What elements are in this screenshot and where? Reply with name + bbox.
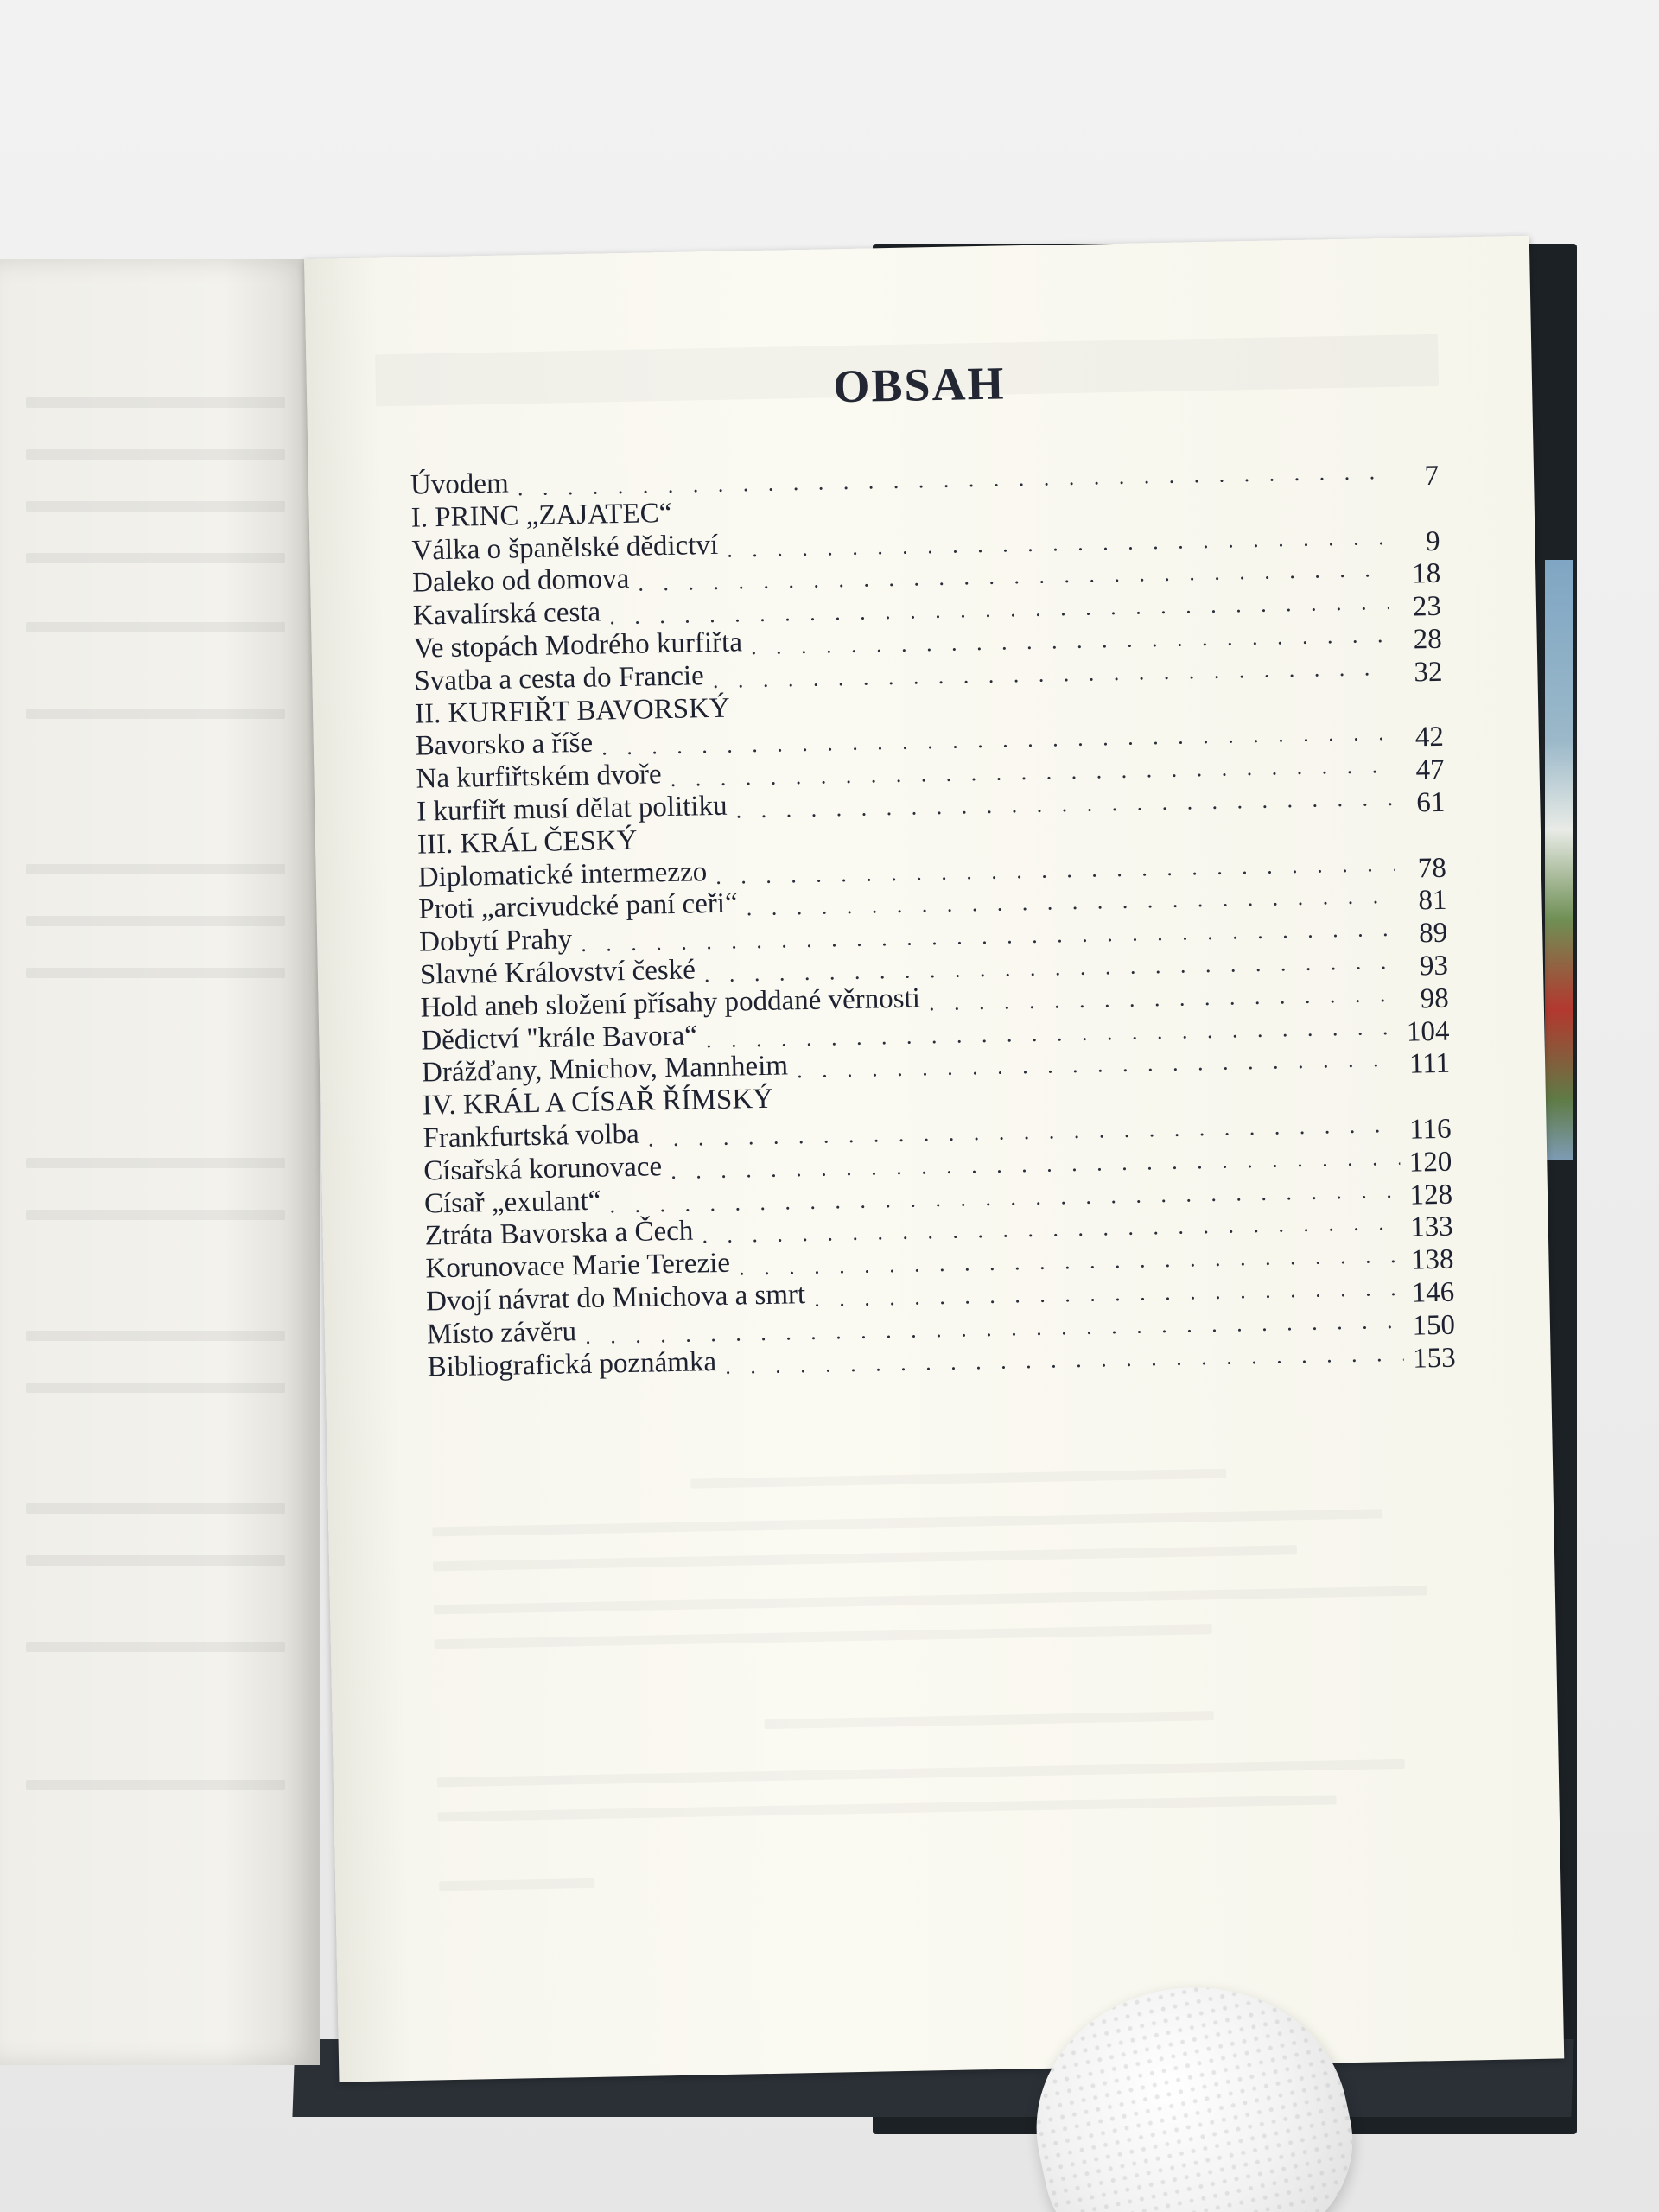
toc-entry-label: Daleko od domova [411,563,630,600]
toc-entry-label: Dvojí návrat do Mnichova a smrt [425,1279,806,1318]
toc-page-number: 133 [1409,1211,1454,1243]
bleed-through-line [26,1158,285,1168]
toc-page-number: 47 [1415,753,1445,786]
toc-page-number: 120 [1408,1146,1452,1179]
toc-leader-dots [725,1337,1404,1382]
bleed-through-line [434,1586,1427,1614]
toc-page-number: 138 [1410,1243,1454,1276]
toc-entry-label: Kavalírská cesta [412,596,601,632]
toc-entry-label: Hold aneb složení přísahy poddané věrnosti [420,982,921,1024]
bleed-through-line [432,1509,1382,1536]
toc-page-number: 104 [1406,1015,1450,1048]
toc-entry-label: Diplomatické intermezzo [417,855,708,893]
toc-page-number: 9 [1425,525,1440,557]
toc-entry-label: IV. KRÁL A CÍSAŘ ŘÍMSKÝ [422,1083,774,1122]
bleed-through-line [435,1624,1212,1649]
toc-page-number: 111 [1408,1048,1451,1080]
toc-entry-label: Frankfurtská volba [423,1118,640,1154]
bleed-through-line [26,397,285,408]
toc-entry-label: Drážďany, Mnichov, Mannheim [421,1050,789,1089]
toc-entry-label: Císařská korunovace [423,1150,663,1187]
bleed-through-line [26,1780,285,1790]
bleed-through-line [26,1503,285,1514]
toc-entry-label: Slavné Království české [419,954,696,991]
left-page [0,259,320,2065]
bleed-through-line [26,1382,285,1393]
toc-page-number: 93 [1419,950,1449,982]
bleed-through-line [26,622,285,632]
toc-entry-label: Válka o španělské dědictví [411,529,719,567]
bleed-through-line [26,916,285,926]
toc-entry-label: Bavorsko a říše [415,728,594,763]
toc-page-number: 23 [1412,591,1442,623]
cover-photo-strip [1545,560,1573,1160]
bleed-through-line [26,864,285,874]
bleed-through-line [690,1469,1226,1489]
bleed-through-line [26,1210,285,1220]
bleed-through-line [438,1795,1337,1821]
toc-entry-label: Na kurfiřtském dvoře [416,759,662,795]
toc-page-number: 128 [1409,1179,1453,1211]
bleed-through-line [26,709,285,719]
toc-page-number: 98 [1420,982,1450,1015]
toc-entry-label: Císař „exulant“ [423,1185,601,1220]
toc-page-number: 116 [1408,1113,1452,1146]
bleed-through-line [433,1545,1297,1571]
toc-entry-label: Bibliografická poznámka [427,1345,717,1383]
toc-page-number: 61 [1415,786,1446,819]
bleed-through-line [26,501,285,512]
toc-entry-label: III. KRÁL ČESKÝ [416,824,638,861]
toc-page-number: 153 [1412,1342,1456,1375]
toc-page-number: 150 [1412,1309,1456,1342]
toc-page [304,236,1564,2082]
bleed-through-line [26,1331,285,1341]
toc-page-number: 81 [1418,885,1447,917]
toc-entry-label: Ztráta Bavorska a Čech [424,1215,694,1252]
toc-entry-label: Svatba a cesta do Francie [414,659,705,697]
toc-entry-label: Ve stopách Modrého kurfiřta [413,626,743,664]
page-title: OBSAH [832,357,1007,413]
toc-page-number: 18 [1411,558,1441,590]
toc-page-number: 78 [1417,852,1447,884]
bleed-through-line [26,968,285,978]
toc-page-number: 42 [1414,721,1445,753]
bleed-through-line [765,1711,1214,1729]
bleed-through-line [26,449,285,460]
toc-entry-label: Dobytí Prahy [418,924,573,958]
toc-page-number: 28 [1413,623,1443,656]
toc-entry-label: II. KURFIŘT BAVORSKÝ [414,692,731,730]
bleed-through-line [439,1878,594,1891]
bleed-through-line [437,1759,1405,1787]
bleed-through-line [26,1642,285,1652]
toc-entry-label: I. PRINC „ZAJATEC“ [410,497,672,534]
toc-entry-label: I kurfiřt musí dělat politiku [416,790,728,828]
bleed-through-line [26,1555,285,1566]
toc-page-number: 146 [1411,1276,1455,1309]
toc-entry-label: Místo závěru [426,1315,577,1351]
toc-page-number: 32 [1414,656,1443,689]
toc-entry-label: Korunovace Marie Terezie [425,1247,731,1285]
toc-entry-label: Úvodem [410,467,510,501]
bleed-through-line [26,553,285,563]
toc-entry-label: Proti „arcivudcké paní ceři“ [418,887,739,925]
toc-page-number: 7 [1424,460,1440,493]
table-of-contents [410,450,1456,1384]
toc-page-number: 89 [1418,917,1448,950]
toc-entry-label: Dědictví "krále Bavora“ [421,1019,698,1057]
